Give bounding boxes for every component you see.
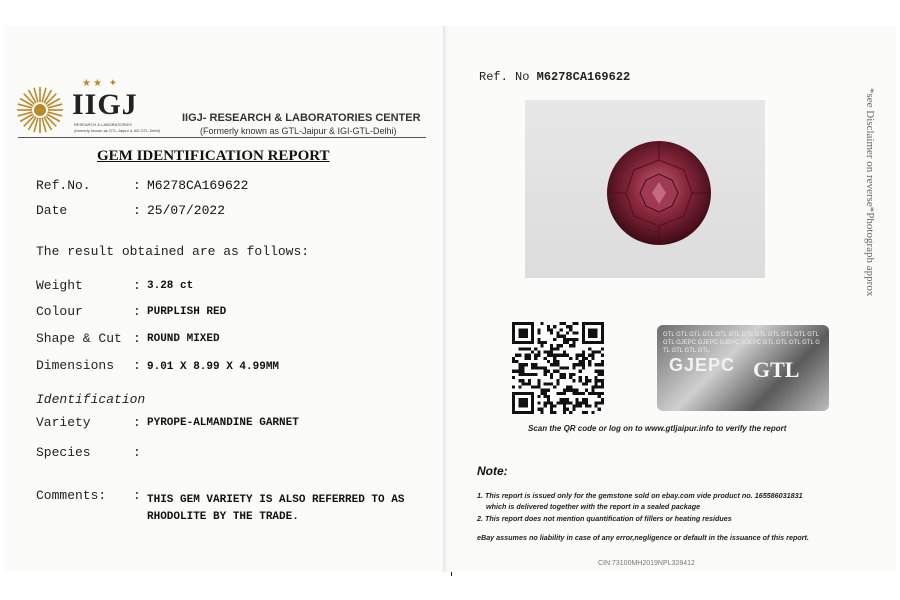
variety-value: PYROPE-ALMANDINE GARNET — [147, 417, 299, 429]
comments-label: Comments: — [36, 488, 107, 503]
sunburst-logo-icon — [16, 86, 64, 134]
note-1: 1. This report is issued only for the gemstone sold on ebay.com vide product no. 165586031831 — [477, 491, 803, 500]
comments-value: THIS GEM VARIETY IS ALSO REFERRED TO AS RHODOLITE BY THE TRADE. — [147, 494, 405, 523]
note-3: eBay assumes no liability in case of any error,negligence or default in the issuance of this report. — [477, 533, 809, 542]
brand-sub-line1: RESEARCH & LABORATORIES — [74, 122, 132, 127]
field-label: Shape & Cut — [36, 331, 122, 346]
right-ref-value: M6278CA169622 — [536, 70, 631, 84]
field-label: Weight — [36, 278, 83, 293]
right-ref-label: Ref. No — [479, 70, 530, 84]
cin-number: CIN:73100MH2019NPL328412 — [598, 560, 695, 567]
dimensions-value: 9.01 X 8.99 X 4.99MM — [147, 361, 280, 373]
hologram-gjepc: GJEPC — [669, 355, 736, 375]
brand-sub-line2: (formerly known as GTL-Jaipur & IIG-GTL-Delhi) — [74, 128, 161, 133]
field-label: Dimensions — [36, 358, 115, 373]
note-2: 2. This report does not mention quantification of fillers or heating residues — [477, 514, 732, 523]
right-ref-line — [479, 70, 630, 84]
note-1-continued: which is delivered together with the report in a sealed package — [486, 502, 701, 511]
hologram-microtext: GTL GTL GTL GTL GTL GTL GTL GTL GTL GTL GTL GTL GTL GJEPC GJEPC GJEPC GJEPC GTL GTL GTL GTL GTL GTL GTL GTL — [663, 332, 820, 354]
note-title: Note: — [477, 464, 508, 478]
security-hologram — [657, 325, 829, 411]
ref-label: Ref.No. — [36, 178, 91, 193]
species-label: Species — [36, 445, 91, 460]
qr-code-icon[interactable] — [512, 322, 604, 414]
shape-cut-value: ROUND MIXED — [147, 333, 220, 345]
header-divider — [18, 137, 426, 138]
date-label: Date — [36, 203, 68, 218]
side-disclaimer — [866, 88, 878, 358]
brand-logo: IIGJ — [72, 88, 138, 121]
ref-value: M6278CA169622 — [147, 178, 249, 193]
colour-value: PURPLISH RED — [147, 306, 227, 318]
weight-value: 3.28 ct — [147, 280, 194, 292]
colon: : — [133, 415, 141, 430]
colon: : — [133, 488, 141, 503]
date-value: 25/07/2022 — [147, 203, 226, 218]
identification-heading: Identification — [36, 392, 146, 407]
variety-label: Variety — [36, 415, 91, 430]
colon: : — [133, 331, 141, 346]
gemstone-photo — [606, 140, 712, 246]
hologram-gtl: GTL — [753, 357, 800, 382]
results-intro: The result obtained are as follows: — [36, 244, 310, 259]
side-disclaimer-text: *see Disclaimer on reverse*Photograph approx — [864, 88, 876, 297]
field-label: Colour — [36, 304, 83, 319]
colon: : — [133, 178, 141, 193]
colon: : — [133, 203, 141, 218]
lab-former-name: (Formerly known as GTL-Jaipur & IGI-GTL-Delhi) — [200, 126, 397, 136]
colon: : — [133, 278, 141, 293]
colon: : — [133, 358, 141, 373]
scan-instructions: Scan the QR code or log on to www.gtljaipur.info to verify the report — [528, 424, 787, 433]
report-title: GEM IDENTIFICATION REPORT — [97, 148, 330, 164]
colon: : — [133, 304, 141, 319]
colon: : — [133, 445, 141, 460]
lab-name: IIGJ- RESEARCH & LABORATORIES CENTER — [182, 112, 421, 124]
logo-stars-icon: ★★ ✦ — [82, 78, 120, 89]
